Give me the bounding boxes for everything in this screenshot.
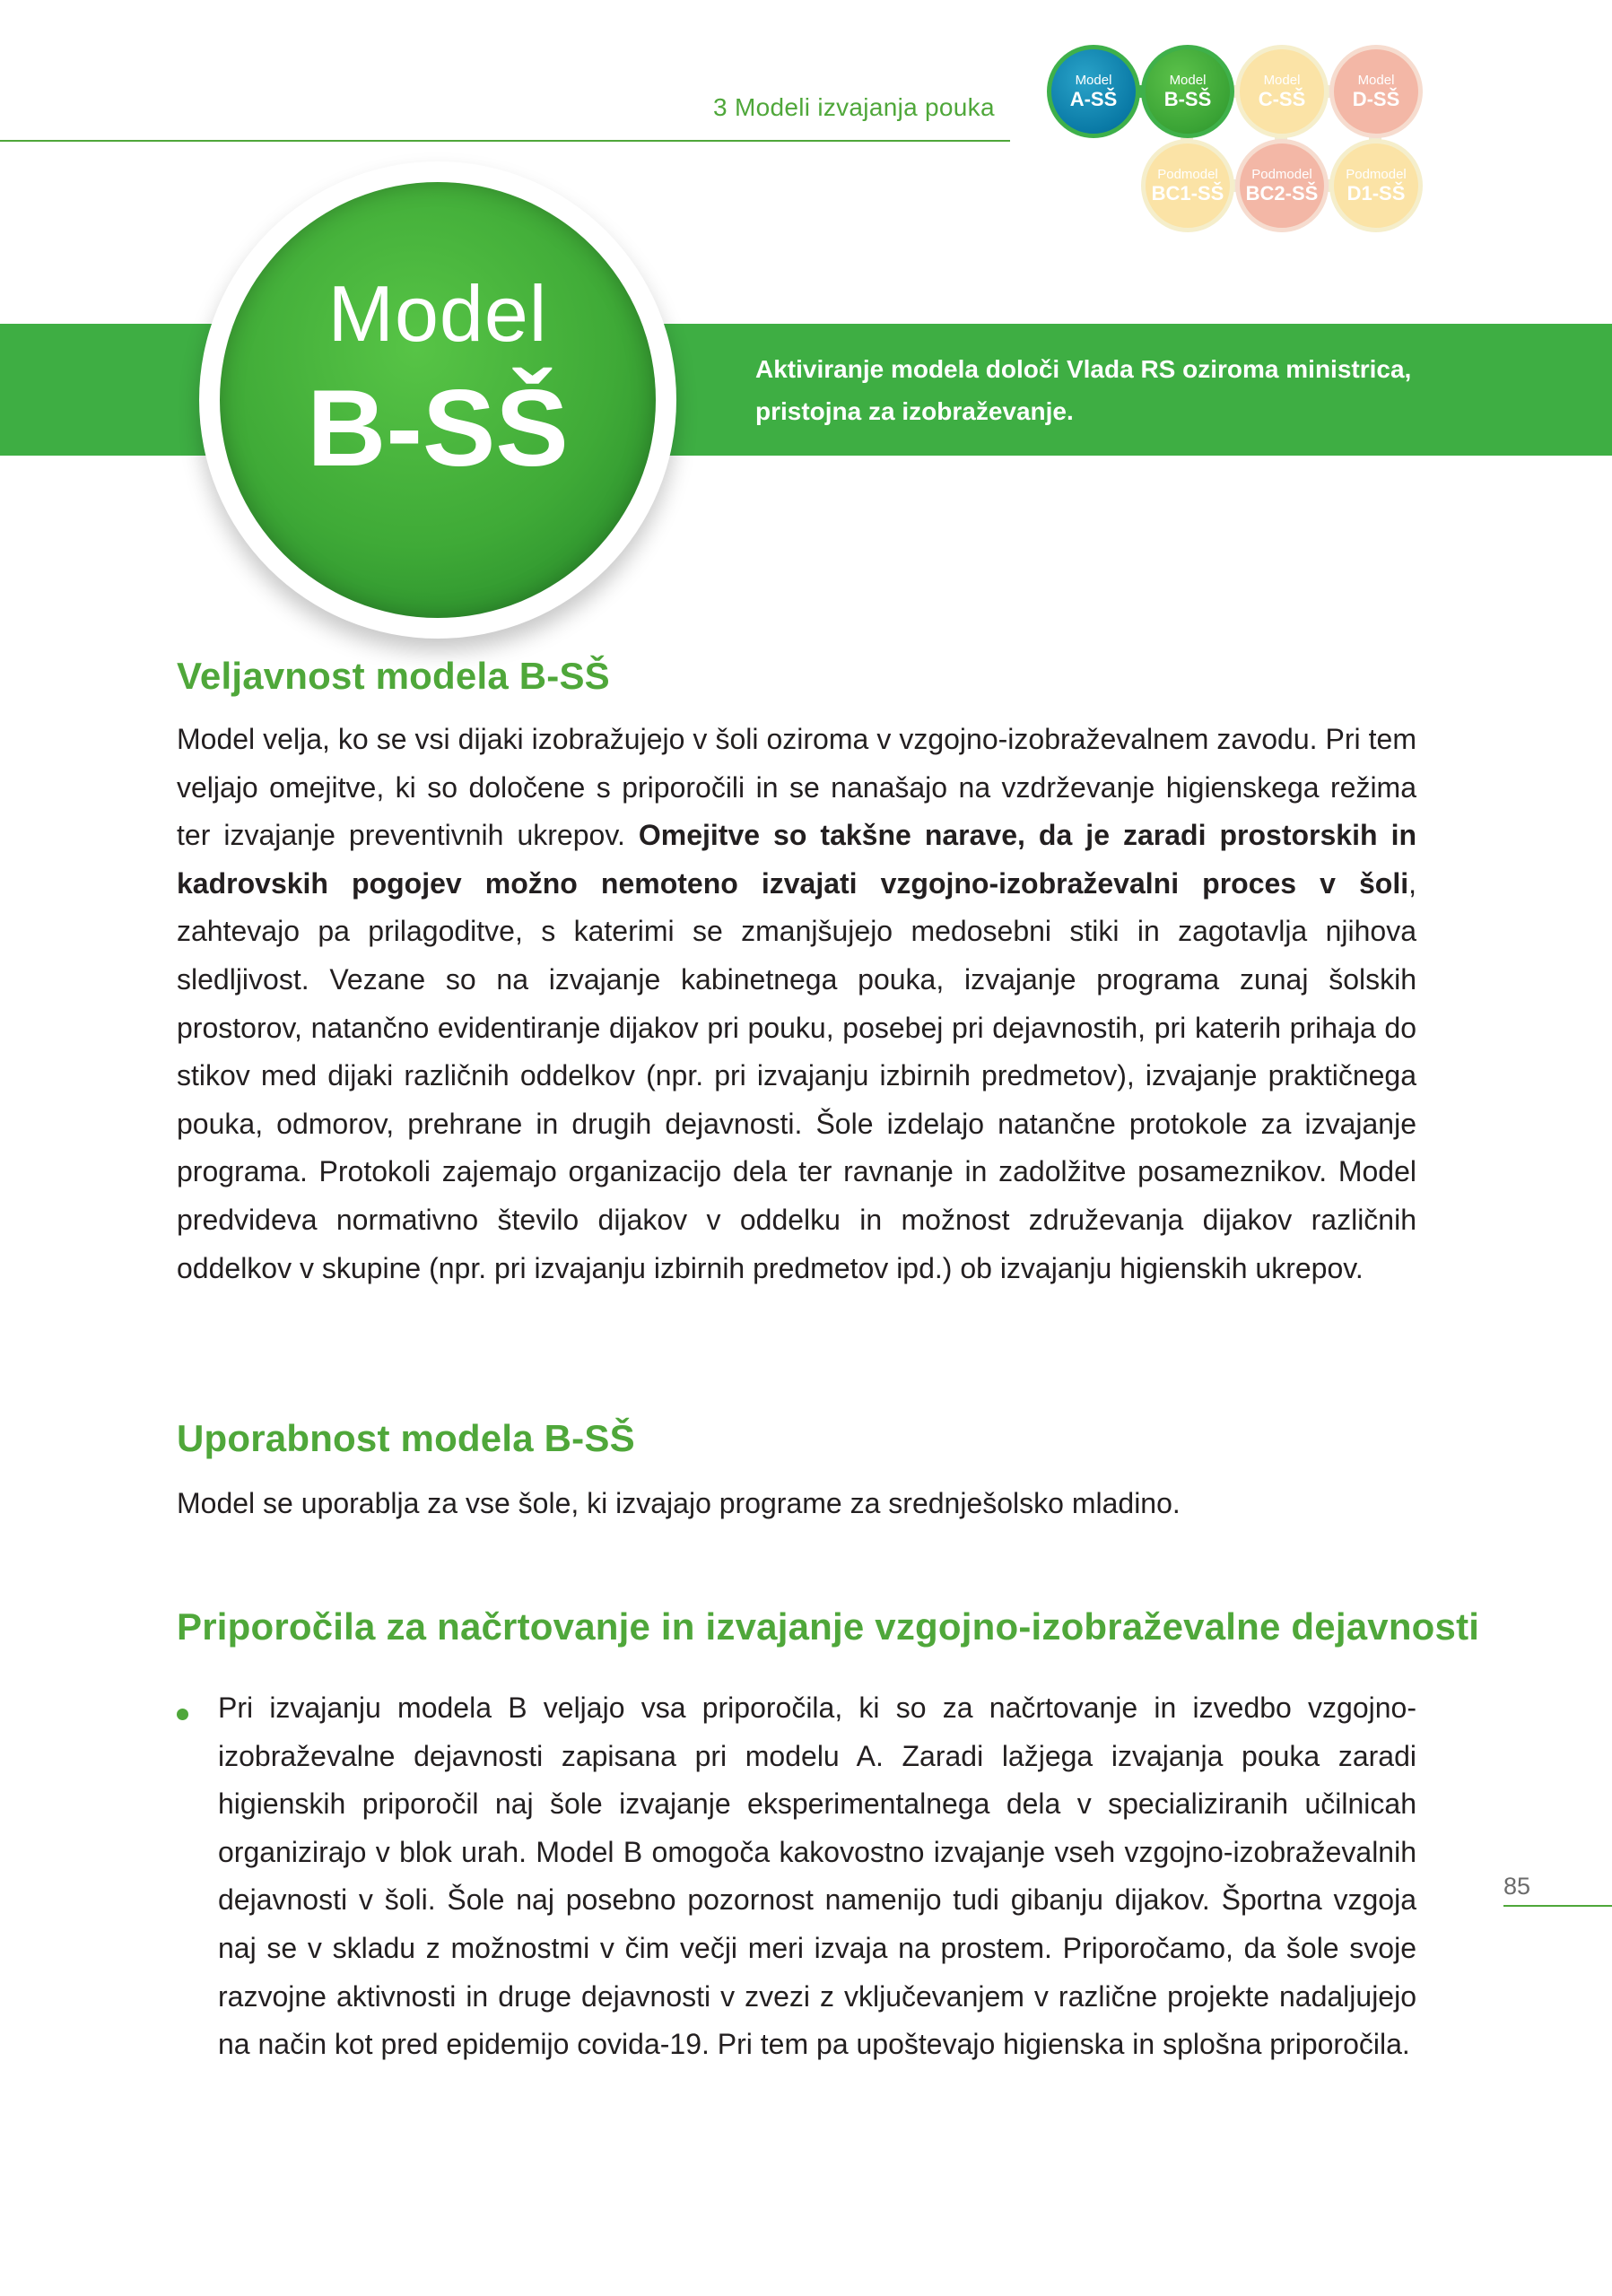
model-code: D-SŠ bbox=[1352, 88, 1400, 110]
banner-text bbox=[755, 348, 1437, 432]
model-label: Model bbox=[1263, 73, 1301, 88]
page-number: 85 bbox=[1503, 1873, 1531, 1900]
recommendation-bullet: Pri izvajanju modela B veljajo vsa priporočila, ki so za načrtovanje in izvedbo vzgojno-izobraževalne dejavnosti zapisana pri modelu A. Zaradi lažjega izvajanja pouka zaradi higienskih priporočil naj šole izvajanje eksperimentalnega dela v specializiranih učilnicah organizirajo v blok urah. Model B omogoča kakovostno izvajanje vseh vzgojno-izobraževalnih dejavnosti v šoli. Šole naj posebno pozornost namenijo tudi gibanju dijakov. Športna vzgoja naj se v skladu z možnostmi v čim večji meri izvaja na prostem. Priporočamo, da šole svoje razvojne aktivnosti in druge dejavnosti v zvezi z vključevanjem v različne projekte nadaljujejo na način kot pred epidemijo covida-19. Pri tem pa upoštevajo higienska in splošna priporočila. bbox=[218, 1692, 1416, 2061]
bullet-icon bbox=[177, 1709, 188, 1720]
validity-paragraph bbox=[177, 716, 1416, 1292]
validity-text-1: Model velja, ko se vsi dijaki izobražujejo v šoli oziroma v vzgojno-izobraževalnem zavodu. Pri tem veljajo omejitve, ki so določene s priporočili in se nanašajo na vzdrževanje higienskega režima ter izvajanje preventivnih ukrepov. bbox=[177, 723, 1416, 852]
submodel-bc2-ss-button[interactable] bbox=[1235, 139, 1329, 232]
submodel-code: BC1-SŠ bbox=[1151, 182, 1224, 204]
section-heading-recommendations: Priporočila za načrtovanje in izvajanje vzgojno-izobraževalne dejavnosti bbox=[177, 1605, 1480, 1648]
submodel-code: D1-SŠ bbox=[1346, 182, 1406, 204]
model-a-ss-button[interactable] bbox=[1047, 45, 1140, 138]
model-d-ss-button[interactable] bbox=[1329, 45, 1423, 138]
validity-text-bold: Omejitve so takšne narave, da je zaradi prostorskih in kadrovskih pogojev možno nemoteno izvajati vzgojno-izobraževalni proces v šoli bbox=[177, 819, 1417, 900]
model-label: Model bbox=[1075, 73, 1112, 88]
page-number-rule bbox=[1503, 1905, 1612, 1907]
submodel-label: Podmodel bbox=[1157, 167, 1218, 182]
submodel-label: Podmodel bbox=[1346, 167, 1407, 182]
banner-line-1: Aktiviranje modela določi Vlada RS oziroma ministrica, bbox=[755, 355, 1412, 383]
model-c-ss-button[interactable] bbox=[1235, 45, 1329, 138]
submodel-d1-ss-button[interactable] bbox=[1329, 139, 1423, 232]
banner-line-2: pristojna za izobraževanje. bbox=[755, 397, 1074, 425]
section-heading-usability: Uporabnost modela B-SŠ bbox=[177, 1417, 635, 1459]
header-rule bbox=[0, 140, 1010, 142]
model-code: C-SŠ bbox=[1258, 88, 1306, 110]
model-b-ss-button[interactable] bbox=[1141, 45, 1234, 138]
chapter-title: 3 Modeli izvajanja pouka bbox=[713, 93, 995, 121]
model-code: B-SŠ bbox=[1163, 88, 1212, 110]
usability-paragraph: Model se uporablja za vse šole, ki izvajajo programe za srednješolsko mladino. bbox=[177, 1487, 1181, 1519]
model-badge-code: B-SŠ bbox=[307, 367, 569, 489]
model-label: Model bbox=[1357, 73, 1395, 88]
section-heading-validity: Veljavnost modela B-SŠ bbox=[177, 655, 610, 697]
submodel-label: Podmodel bbox=[1251, 167, 1312, 182]
model-label: Model bbox=[1169, 73, 1207, 88]
validity-text-2: , zahtevajo pa prilagoditve, s katerimi se zmanjšujejo medosebni stiki in zagotavlja njihova sledljivost. Vezane so na izvajanje kabinetnega pouka, izvajanje programa zunaj šolskih prostorov, natančno evidentiranje dijakov pri pouku, posebej pri dejavnostih, pri katerih prihaja do stikov med dijaki različnih oddelkov (npr. pri izvajanju izbirnih predmetov), izvajanje praktičnega pouka, odmorov, prehrane in drugih dejavnosti. Šole izdelajo natančne protokole za izvajanje programa. Protokoli zajemajo organizacijo dela ter ravnanje in zadolžitve posameznikov. Model predvideva normativno število dijakov v oddelku in možnost združevanja dijakov različnih oddelkov v skupine (npr. pri izvajanju izbirnih predmetov ipd.) ob izvajanju higienskih ukrepov. bbox=[177, 866, 1416, 1284]
model-badge-word: Model bbox=[327, 269, 548, 358]
submodel-code: BC2-SŠ bbox=[1245, 182, 1319, 204]
model-code: A-SŠ bbox=[1069, 88, 1118, 110]
submodel-bc1-ss-button[interactable] bbox=[1141, 139, 1234, 232]
